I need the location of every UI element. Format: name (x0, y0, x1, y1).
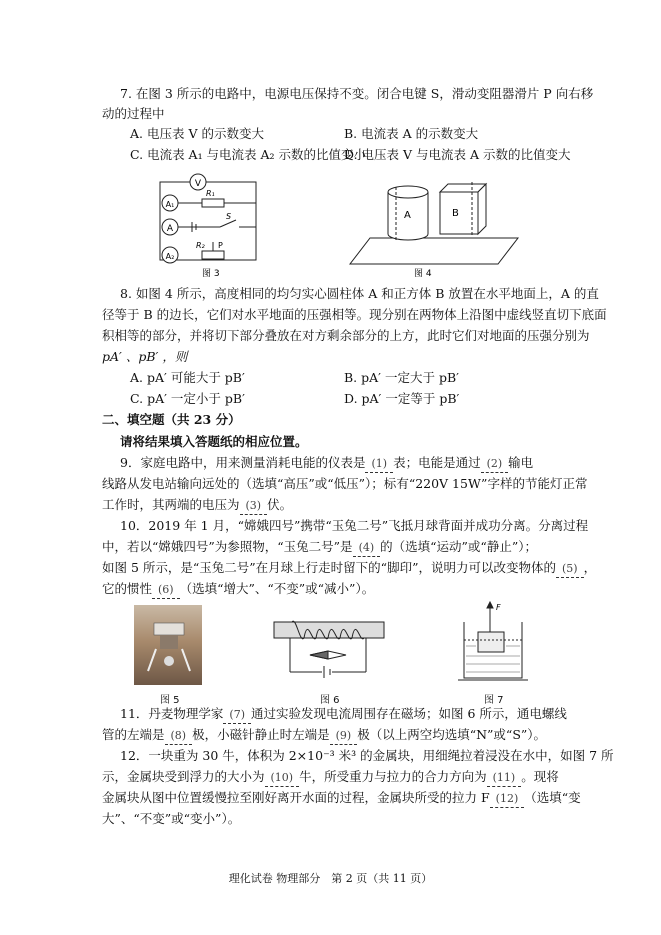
figure-7-caption: 图 7 (484, 695, 504, 706)
q12-line3: 金属块从图中位置缓慢拉至刚好离开水面的过程，金属块所受的拉力 F (12) （选填“变 (102, 790, 581, 808)
answer-blank-5[interactable]: (5) (556, 561, 584, 578)
r2-label: R₂ (196, 241, 205, 250)
figure-3-caption: 图 3 (202, 269, 220, 279)
figure-4-caption: 图 4 (414, 269, 432, 278)
q10-line4: 它的惯性 (6) （选填“增大”、“不变”或“减小”）。 (102, 581, 374, 599)
meter-a2-label: A₂ (165, 252, 175, 261)
q8-line1: 8. 如图 4 所示，高度相同的均匀实心圆柱体 A 和正方体 B 放置在水平地面上，A 的直 (120, 286, 599, 301)
figure-3-circuit (140, 172, 260, 280)
q12-line2: 示，金属块受到浮力的大小为 (10) 牛，所受重力与拉力的合力方向为 (11) 。现将 (102, 769, 559, 787)
answer-blank-3[interactable]: (3) (240, 498, 268, 515)
figure-6-caption: 图 6 (320, 695, 340, 706)
q7-line2: 动的过程中 (102, 106, 165, 121)
figure-6-solenoid (270, 618, 390, 680)
answer-blank-12[interactable]: (12) (490, 791, 525, 808)
q8-option-b: B. pA′ 一定大于 pB′ (344, 370, 459, 385)
q10-line1: 10．2019 年 1 月，“嫦娥四号”携带“玉兔二号”飞抵月球背面并成功分离。分离过程 (120, 518, 589, 533)
q9-line3: 工作时，其两端的电压为 (3) 伏。 (102, 497, 292, 515)
force-f-label: F (496, 603, 501, 612)
answer-blank-10[interactable]: (10) (265, 770, 300, 787)
q8-option-d: D. pA′ 一定等于 pB′ (344, 391, 460, 406)
answer-blank-1[interactable]: (1) (365, 456, 393, 473)
meter-a-label: A (166, 224, 174, 234)
cube-b-label: B (452, 208, 459, 219)
q7-option-a: A. 电压表 V 的示数变大 (130, 126, 264, 141)
section-2-title: 二、填空题（共 23 分） (102, 412, 241, 427)
answer-blank-11[interactable]: (11) (487, 770, 522, 787)
q8-line3: 积相等的部分，并将切下部分叠放在对方剩余部分的上方，此时它们对地面的压强分别为 (102, 328, 590, 343)
q8-option-c: C. pA′ 一定小于 pB′ (130, 391, 245, 406)
q8-option-a: A. pA′ 可能大于 pB′ (130, 370, 245, 385)
q7-option-d: D. 电压表 V 与电流表 A 示数的比值变大 (344, 147, 571, 162)
q11-line1: 11．丹麦物理学家 (7) 通过实验发现电流周围存在磁场；如图 6 所示，通电螺线 (120, 706, 567, 724)
answer-blank-9[interactable]: (9) (330, 728, 358, 745)
page-footer: 理化试卷 物理部分 第 2 页（共 11 页） (228, 872, 433, 885)
q12-line1: 12．一块重为 30 牛，体积为 2×10⁻³ 米³ 的金属块，用细绳拉着浸没在水中，如图 7 所 (120, 748, 614, 763)
q7-option-b: B. 电流表 A 的示数变大 (344, 126, 479, 141)
answer-blank-6[interactable]: (6) (152, 582, 180, 599)
cylinder-a-label: A (404, 210, 411, 221)
section-2-instruction: 请将结果填入答题纸的相应位置。 (120, 434, 308, 449)
answer-blank-4[interactable]: (4) (353, 540, 381, 557)
figure-7-beaker (458, 600, 528, 684)
meter-v-label: V (194, 179, 202, 189)
q12-line4: 大”、“不变”或“变小”）。 (102, 811, 241, 826)
q7-option-c: C. 电流表 A₁ 与电流表 A₂ 示数的比值变小 (130, 147, 367, 162)
figure-4-solids (348, 180, 520, 278)
q11-line2: 管的左端是 (8) 极，小磁针静止时左端是 (9) 极（以上两空均选填“N”或“S”）。 (102, 727, 546, 745)
q10-line3: 如图 5 所示，是“玉兔二号”在月球上行走时留下的“脚印”，说明力可以改变物体的 (5) ， (102, 560, 596, 578)
answer-blank-8[interactable]: (8) (165, 728, 193, 745)
figure-5-rover-photo (134, 605, 202, 685)
q10-line2: 中，若以“嫦娥四号”为参照物，“玉兔二号”是 (4) 的（选填“运动”或“静止”）； (102, 539, 537, 557)
answer-blank-7[interactable]: (7) (223, 707, 251, 724)
answer-blank-2[interactable]: (2) (481, 456, 509, 473)
q9-line2: 线路从发电站输向远处的（选填“高压”或“低压”）；标有“220V 15W”字样的节能灯正常 (102, 476, 588, 491)
figure-5-caption: 图 5 (160, 695, 180, 706)
meter-a1-label: A₁ (165, 200, 175, 209)
q8-line2: 径等于 B 的边长，它们对水平地面的压强相等。现分别在两物体上沿图中虚线竖直切下底面 (102, 307, 607, 322)
q9-line1: 9．家庭电路中，用来测量消耗电能的仪表是 (1) 表；电能是通过 (2) 输电 (120, 455, 533, 473)
r1-label: R₁ (206, 189, 215, 198)
q8-line4: pA′ 、pB′ ，则 (102, 349, 188, 364)
switch-label: S (226, 212, 232, 221)
rover-image (134, 605, 202, 685)
q7-line1: 7. 在图 3 所示的电路中，电源电压保持不变。闭合电键 S，滑动变阻器滑片 P 向右移 (120, 86, 594, 101)
slider-p-label: P (218, 241, 223, 250)
